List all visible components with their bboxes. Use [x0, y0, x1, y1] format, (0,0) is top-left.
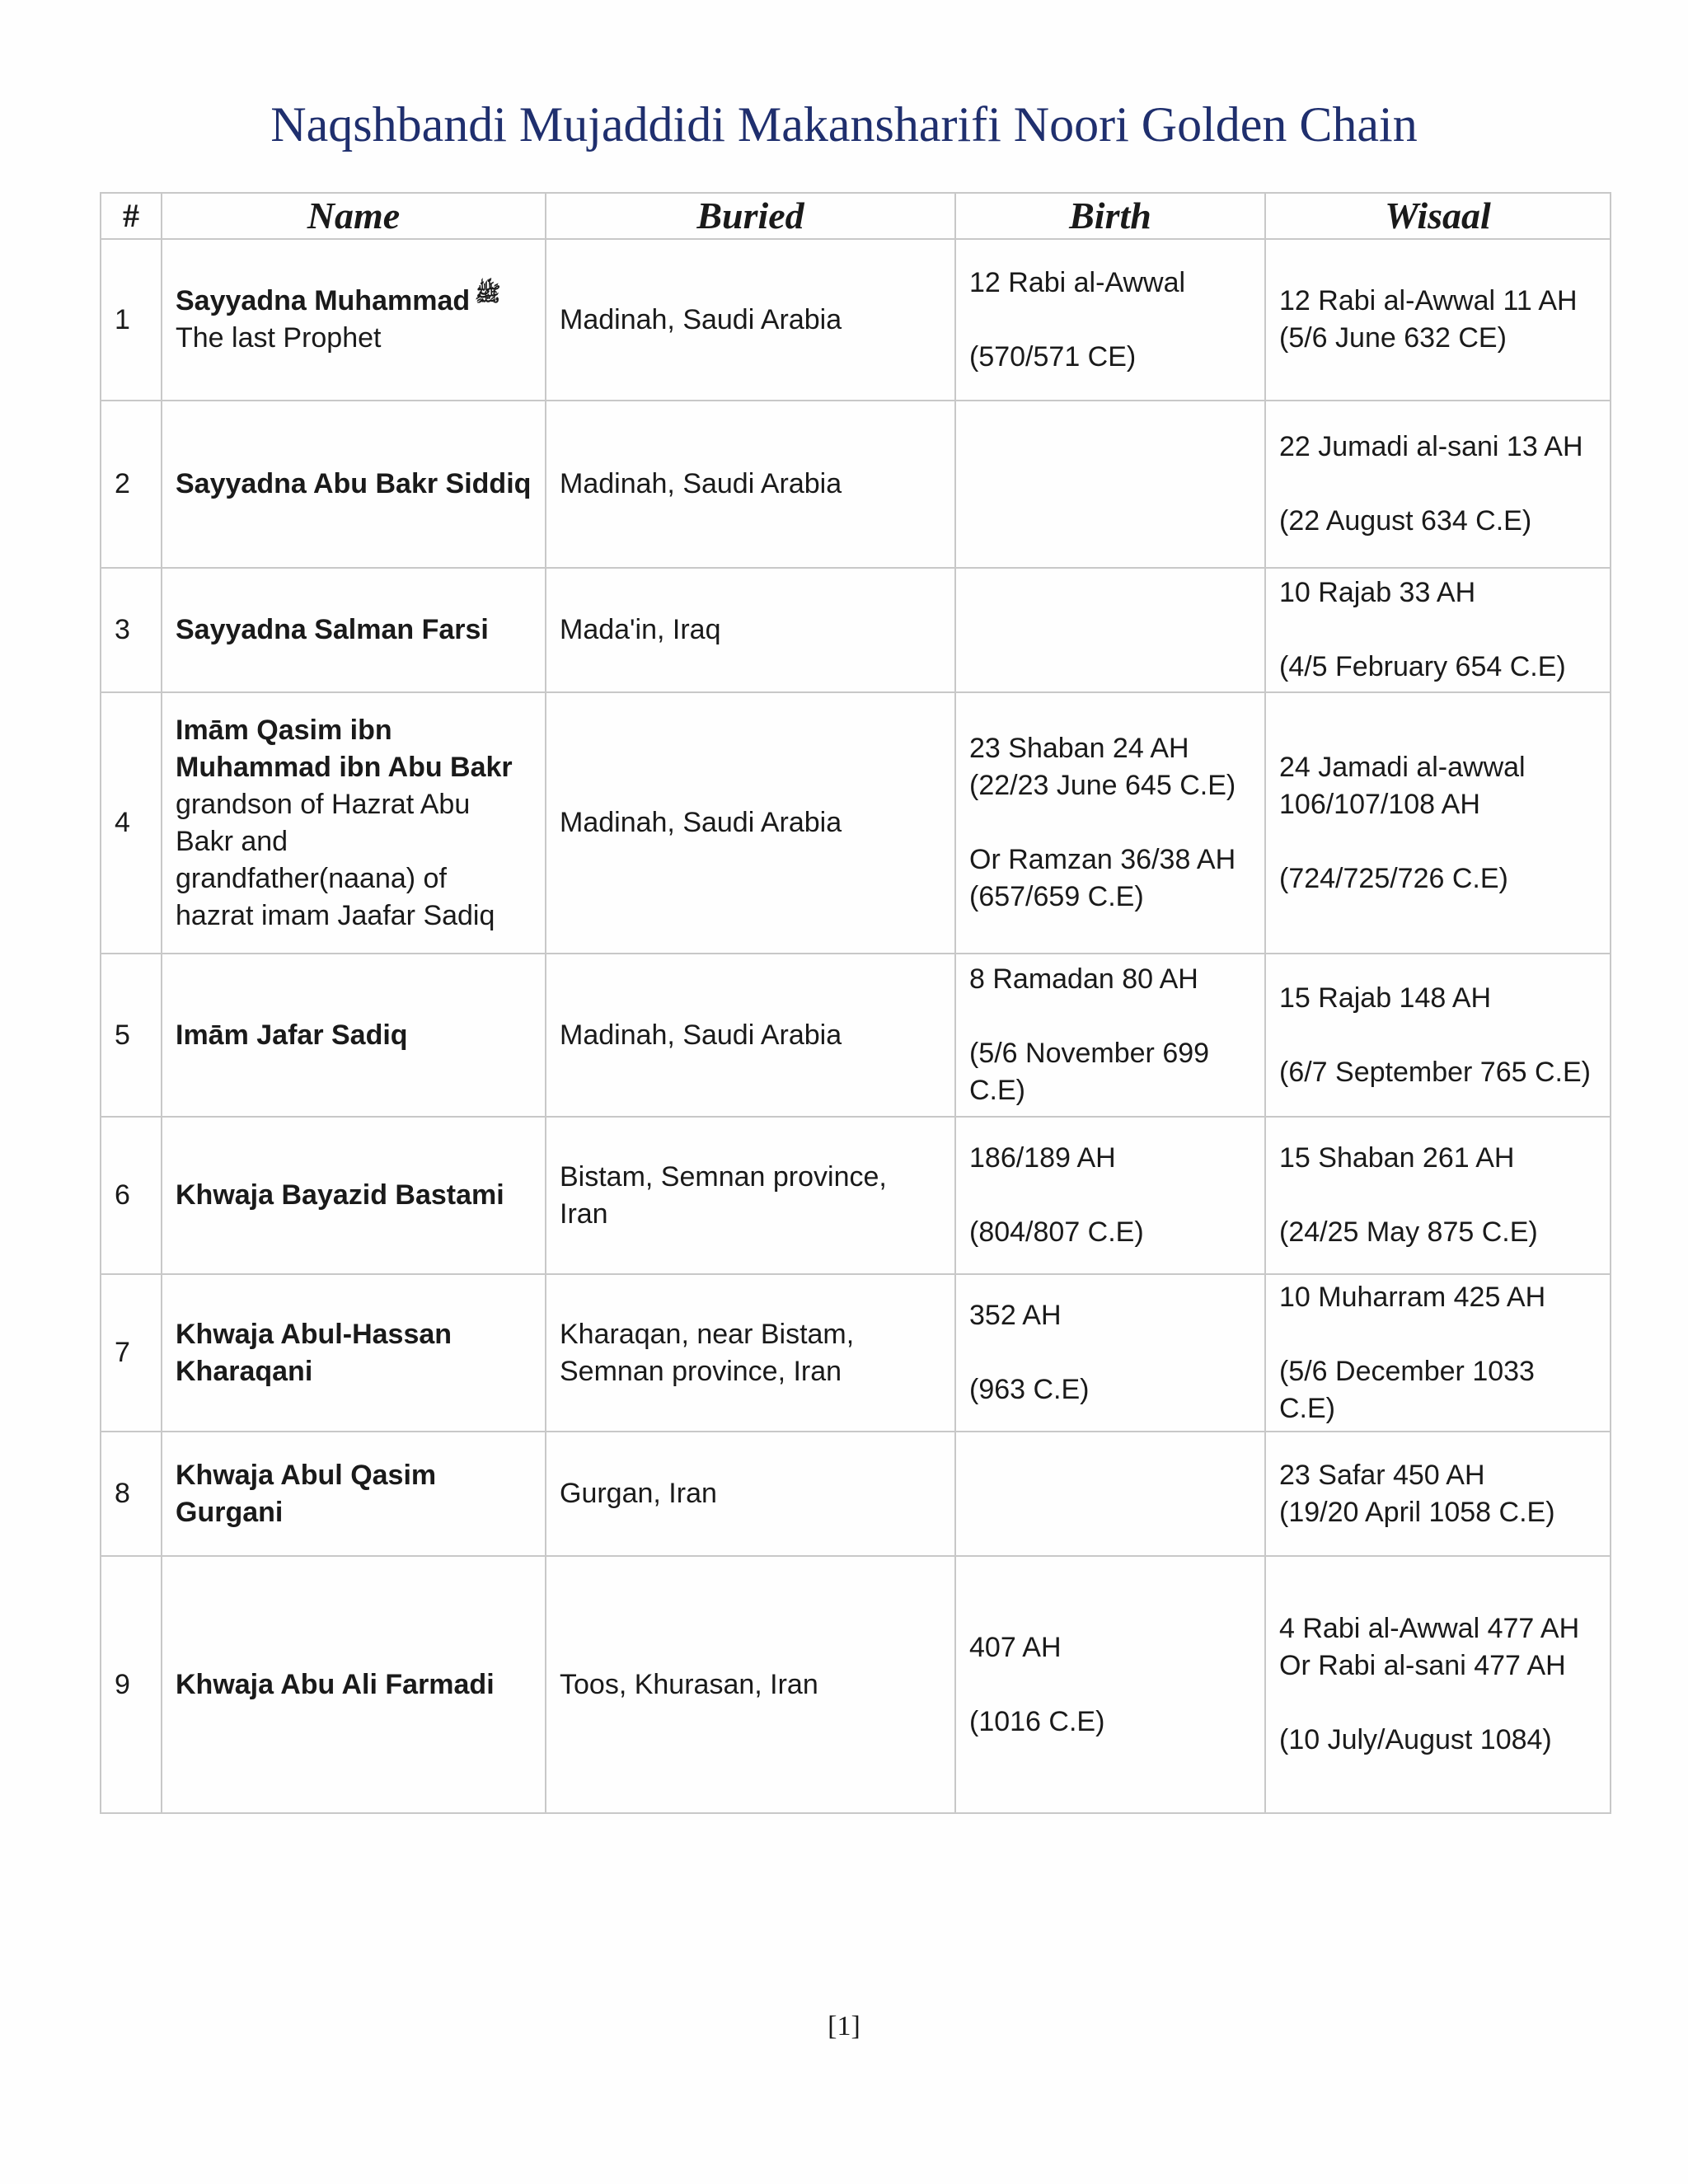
wisaal-date-hijri: 12 Rabi al-Awwal 11 AH: [1279, 285, 1578, 316]
wisaal-date-ce: (4/5 February 654 C.E): [1279, 651, 1566, 682]
wisaal-date-hijri: 4 Rabi al-Awwal 477 AH: [1279, 1613, 1580, 1644]
row-number: 1: [101, 239, 162, 401]
wisaal-date-ce: (19/20 April 1058 C.E): [1279, 1496, 1555, 1528]
table-row: [101, 239, 1611, 401]
buried-cell: Mada'in, Iraq: [546, 568, 955, 692]
wisaal-date-ce: (5/6 December 1033 C.E): [1279, 1355, 1535, 1424]
birth-date-ce: (963 C.E): [969, 1374, 1090, 1405]
table-row: [101, 1556, 1611, 1813]
birth-cell: [955, 1274, 1265, 1432]
birth-cell: [955, 568, 1265, 692]
wisaal-date-ce: (724/725/726 C.E): [1279, 862, 1508, 894]
wisaal-date-hijri: 15 Shaban 261 AH: [1279, 1142, 1515, 1174]
honorific-glyph: ﷺ: [475, 281, 501, 306]
wisaal-date-ce: (22 August 634 C.E): [1279, 505, 1532, 537]
row-number: 6: [101, 1117, 162, 1274]
name-cell: [162, 1432, 546, 1556]
name-cell: [162, 1117, 546, 1274]
birth-cell: [955, 954, 1265, 1117]
buried-cell: Madinah, Saudi Arabia: [546, 692, 955, 954]
person-name: Sayyadna Abu Bakr Siddiq: [176, 468, 532, 499]
wisaal-cell: [1265, 568, 1611, 692]
birth-date-hijri: 186/189 AH: [969, 1142, 1116, 1174]
golden-chain-table: [100, 192, 1611, 1814]
wisaal-cell: [1265, 1556, 1611, 1813]
name-cell: [162, 692, 546, 954]
page-number: [1]: [828, 2011, 860, 2041]
wisaal-cell: [1265, 401, 1611, 568]
name-cell: [162, 401, 546, 568]
wisaal-date-hijri: 24 Jamadi al-awwal: [1279, 751, 1526, 783]
buried-cell: Madinah, Saudi Arabia: [546, 239, 955, 401]
wisaal-date-hijri: 10 Muharram 425 AH: [1279, 1281, 1546, 1313]
birth-date-hijri: 352 AH: [969, 1300, 1062, 1331]
table-row: [101, 1274, 1611, 1432]
wisaal-cell: [1265, 692, 1611, 954]
wisaal-date-hijri: 23 Safar 450 AH: [1279, 1459, 1485, 1491]
birth-date-ce: (804/807 C.E): [969, 1216, 1144, 1248]
person-name: Imām Qasim ibn Muhammad ibn Abu Bakr: [176, 714, 513, 783]
name-cell: [162, 954, 546, 1117]
table-row: [101, 1432, 1611, 1556]
person-name: Khwaja Abul Qasim Gurgani: [176, 1459, 437, 1528]
wisaal-date-hijri: 10 Rajab 33 AH: [1279, 577, 1476, 608]
person-name: Khwaja Abu Ali Farmadi: [176, 1668, 495, 1700]
birth-cell: [955, 692, 1265, 954]
wisaal-date-ce: (24/25 May 875 C.E): [1279, 1216, 1538, 1248]
column-header-buried: Buried: [546, 193, 955, 239]
birth-date-hijri: 23 Shaban 24 AH: [969, 733, 1189, 764]
buried-cell: Madinah, Saudi Arabia: [546, 954, 955, 1117]
person-name: [176, 283, 532, 320]
wisaal-date-ce: (6/7 September 765 C.E): [1279, 1056, 1591, 1088]
buried-cell: Madinah, Saudi Arabia: [546, 401, 955, 568]
table-row: [101, 401, 1611, 568]
table-row: [101, 1117, 1611, 1274]
birth-cell: [955, 1432, 1265, 1556]
person-name: Khwaja Abul-Hassan Kharaqani: [176, 1318, 452, 1387]
page-title: Naqshbandi Mujaddidi Makansharifi Noori Golden Chain: [270, 97, 1418, 152]
person-name: Khwaja Bayazid Bastami: [176, 1179, 504, 1211]
table-row: [101, 692, 1611, 954]
wisaal-cell: [1265, 1432, 1611, 1556]
birth-date-hijri: 8 Ramadan 80 AH: [969, 963, 1198, 995]
birth-cell: [955, 1117, 1265, 1274]
table-row: [101, 954, 1611, 1117]
buried-cell: Gurgan, Iran: [546, 1432, 955, 1556]
column-header-birth: Birth: [955, 193, 1265, 239]
birth-cell: [955, 401, 1265, 568]
birth-cell: [955, 239, 1265, 401]
wisaal-date-ce: (10 July/August 1084): [1279, 1724, 1552, 1755]
wisaal-date-alt-hijri: Or Rabi al-sani 477 AH: [1279, 1650, 1566, 1681]
wisaal-date-hijri-year: 106/107/108 AH: [1279, 788, 1480, 820]
table-header-row: [101, 193, 1611, 239]
wisaal-cell: [1265, 954, 1611, 1117]
buried-cell: Kharaqan, near Bistam, Semnan province, Iran: [546, 1274, 955, 1432]
buried-cell: Toos, Khurasan, Iran: [546, 1556, 955, 1813]
wisaal-date-hijri: 22 Jumadi al-sani 13 AH: [1279, 431, 1583, 462]
row-number: 5: [101, 954, 162, 1117]
name-cell: [162, 1556, 546, 1813]
person-note: grandson of Hazrat Abu Bakr and grandfather(naana) of hazrat imam Jaafar Sadiq: [176, 788, 495, 931]
wisaal-cell: [1265, 1117, 1611, 1274]
wisaal-cell: [1265, 1274, 1611, 1432]
row-number: 8: [101, 1432, 162, 1556]
person-name-text: Sayyadna Muhammad: [176, 285, 471, 316]
birth-date-alt-ce: (657/659 C.E): [969, 881, 1144, 912]
column-header-name: Name: [162, 193, 546, 239]
birth-date-hijri: 407 AH: [969, 1631, 1062, 1663]
wisaal-date-hijri: 15 Rajab 148 AH: [1279, 982, 1492, 1014]
person-note: The last Prophet: [176, 322, 382, 354]
row-number: 7: [101, 1274, 162, 1432]
row-number: 2: [101, 401, 162, 568]
name-cell: [162, 568, 546, 692]
birth-date-ce: (5/6 November 699 C.E): [969, 1038, 1210, 1106]
birth-cell: [955, 1556, 1265, 1813]
name-cell: [162, 1274, 546, 1432]
row-number: 3: [101, 568, 162, 692]
person-name: Imām Jafar Sadiq: [176, 1019, 408, 1051]
birth-date-ce: (22/23 June 645 C.E): [969, 770, 1236, 801]
column-header-wisaal: Wisaal: [1265, 193, 1611, 239]
person-name: Sayyadna Salman Farsi: [176, 614, 489, 645]
column-header-number: #: [101, 193, 162, 239]
wisaal-cell: [1265, 239, 1611, 401]
table-row: [101, 568, 1611, 692]
birth-date-ce: (570/571 CE): [969, 340, 1137, 373]
name-cell: [162, 239, 546, 401]
buried-cell: Bistam, Semnan province, Iran: [546, 1117, 955, 1274]
wisaal-date-ce: (5/6 June 632 CE): [1279, 322, 1507, 354]
row-number: 4: [101, 692, 162, 954]
birth-date-alt-hijri: Or Ramzan 36/38 AH: [969, 844, 1236, 875]
row-number: 9: [101, 1556, 162, 1813]
birth-date-ce: (1016 C.E): [969, 1705, 1105, 1737]
birth-date-hijri: 12 Rabi al-Awwal: [969, 266, 1186, 298]
